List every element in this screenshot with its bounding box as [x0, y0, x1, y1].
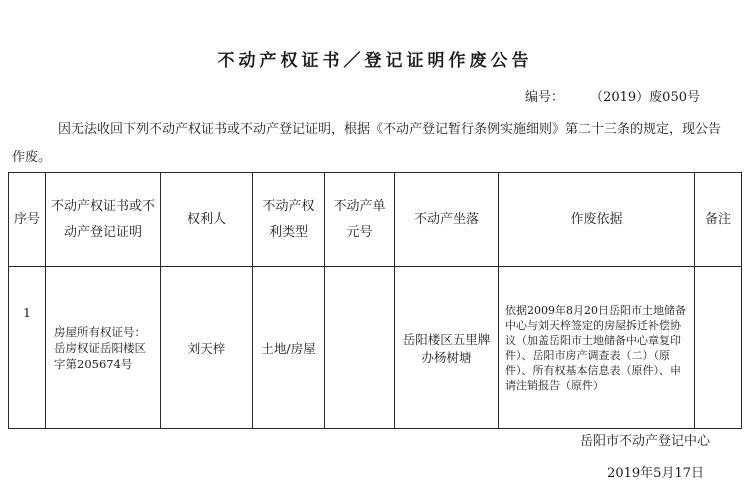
cell-unit-no: [325, 267, 395, 429]
intro-paragraph: 因无法收回下列不动产权证书或不动产登记证明，根据《不动产登记暂行条例实施细则》第二十三条的规定，现公告作废。: [12, 122, 722, 165]
issuer-name: 岳阳市不动产登记中心: [579, 434, 710, 449]
cell-holder: 刘天梓: [161, 267, 253, 429]
cell-location: 岳阳楼区五里牌办杨树塘: [395, 267, 499, 429]
header-holder: 权利人: [161, 173, 253, 267]
header-location: 不动产坐落: [395, 173, 499, 267]
table-header-row: [9, 173, 742, 267]
document-number: [525, 86, 700, 105]
document-number-label: 编号：: [524, 90, 564, 105]
notice-table: [8, 172, 742, 429]
table-row: [9, 267, 742, 429]
cell-seq: 1: [9, 267, 46, 429]
cell-certificate: 房屋所有权证号：岳房权证岳阳楼区字第205674号: [46, 267, 161, 429]
cell-basis: 依据2009年8月20日岳阳市土地储备中心与刘天梓签定的房屋拆迁补偿协议（加盖岳阳市土地储备中心章复印件）、岳阳市房产调查表（二）（原件）、所有权基本信息表（原件）、申请注销报告（原件）: [499, 267, 695, 429]
document-number-value: （2019）废050号: [590, 90, 700, 105]
notice-title: 不动产权证书／登记证明作废公告: [217, 51, 533, 71]
header-right-type: 不动产权利类型: [253, 173, 325, 267]
header-basis: 作废依据: [499, 173, 695, 267]
issue-date: 2019年5月17日: [607, 466, 704, 481]
header-unit-no: 不动产单元号: [325, 173, 395, 267]
header-certificate: 不动产权证书或不动产登记证明: [46, 173, 161, 267]
header-seq: 序号: [9, 173, 46, 267]
cell-right-type: 土地/房屋: [253, 267, 325, 429]
header-remark: 备注: [695, 173, 742, 267]
cell-remark: [695, 267, 742, 429]
